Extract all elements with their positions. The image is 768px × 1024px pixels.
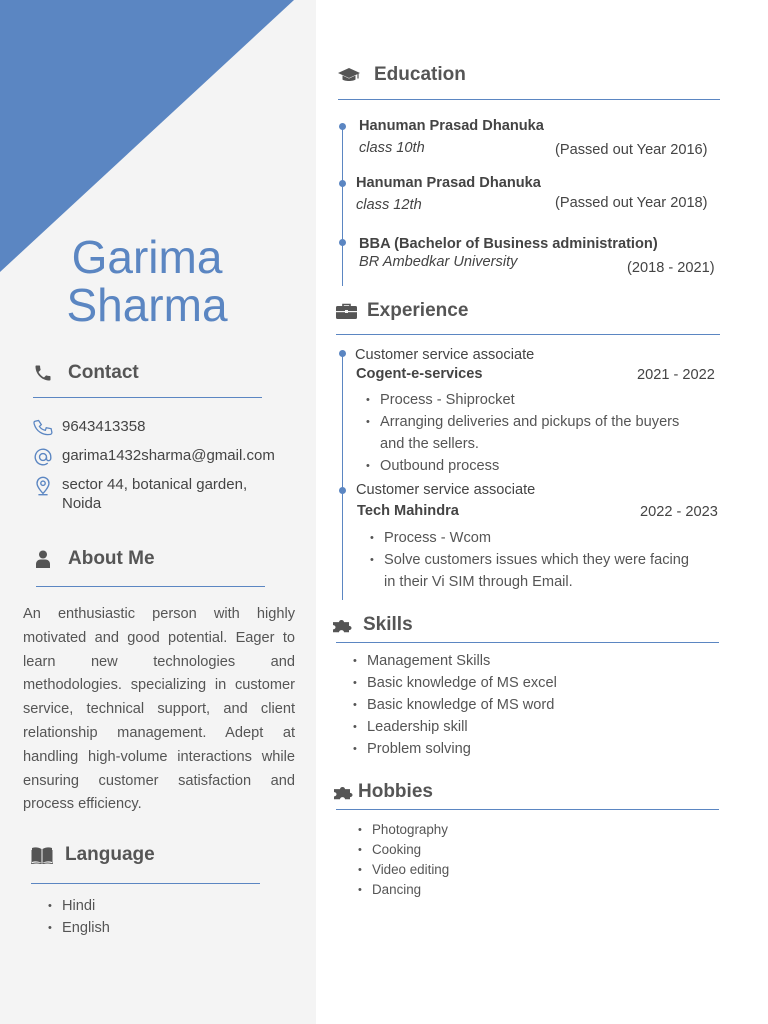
last-name: Sharma xyxy=(66,279,228,331)
education-title: Education xyxy=(374,64,466,85)
list-item: • Solve customers issues which they were facing xyxy=(370,549,689,571)
experience-timeline xyxy=(342,354,343,600)
graduation-cap-icon xyxy=(338,66,360,84)
experience-divider xyxy=(336,334,720,335)
skills-list xyxy=(353,650,557,760)
contact-address-row xyxy=(32,475,247,513)
education-detail: class 10th xyxy=(359,140,425,156)
sidebar xyxy=(0,0,316,1024)
experience-role: Customer service associate xyxy=(356,482,536,498)
experience-role: Customer service associate xyxy=(355,347,535,363)
puzzle-icon xyxy=(331,617,353,633)
contact-divider xyxy=(33,397,262,398)
list-item: • Photography xyxy=(358,820,449,840)
experience-title: Experience xyxy=(367,300,469,321)
about-divider xyxy=(36,586,265,587)
briefcase-icon xyxy=(336,303,357,319)
list-item: • Dancing xyxy=(358,880,449,900)
list-item: • Outbound process xyxy=(366,455,679,477)
contact-email-row xyxy=(32,446,275,468)
list-item: • Process - Shiprocket xyxy=(366,389,679,411)
about-title: About Me xyxy=(68,548,155,569)
hobbies-heading xyxy=(332,781,433,803)
list-item xyxy=(370,571,689,593)
education-school: BBA (Bachelor of Business administration) xyxy=(359,236,658,252)
skills-divider xyxy=(336,642,719,643)
experience-heading xyxy=(336,300,468,322)
education-year: (2018 - 2021) xyxy=(627,260,715,276)
education-school: Hanuman Prasad Dhanuka xyxy=(356,175,541,191)
language-heading xyxy=(31,844,155,866)
language-divider xyxy=(31,883,260,884)
education-year: (Passed out Year 2018) xyxy=(555,195,708,211)
timeline-dot xyxy=(339,180,346,187)
experience-points xyxy=(366,389,679,477)
at-sign-icon xyxy=(32,446,54,468)
list-item xyxy=(366,433,679,455)
contact-phone-row xyxy=(32,417,145,439)
hobbies-divider xyxy=(336,809,719,810)
first-name: Garima xyxy=(71,231,223,283)
about-text: An enthusiastic person with highly motivated and good potential. Eager to learn new technologies and methodologies. specializing in customer service, technical support, and client relationship management. Adept at handling high-volume interactions while ensuring customer satisfaction and process efficiency. xyxy=(23,606,295,813)
address xyxy=(62,475,247,513)
list-item: • Cooking xyxy=(358,840,449,860)
list-item-continuation: and the sellers. xyxy=(380,436,479,452)
education-detail: class 12th xyxy=(356,197,422,213)
list-item: • Management Skills xyxy=(353,650,557,672)
language-list xyxy=(48,895,110,939)
phone-number[interactable]: 9643413358 xyxy=(62,418,146,435)
contact-heading xyxy=(33,362,139,384)
person-icon xyxy=(36,550,50,568)
list-item: • Arranging deliveries and pickups of the buyers xyxy=(366,411,679,433)
timeline-dot xyxy=(339,123,346,130)
experience-points xyxy=(370,527,689,593)
email-address[interactable]: garima1432sharma@gmail.com xyxy=(62,447,275,464)
education-detail: BR Ambedkar University xyxy=(359,254,518,270)
skills-heading xyxy=(331,614,413,636)
list-item: • English xyxy=(48,917,110,939)
list-item: • Leadership skill xyxy=(353,716,557,738)
list-item: • Video editing xyxy=(358,860,449,880)
education-divider xyxy=(338,99,720,100)
book-icon xyxy=(31,846,53,864)
phone-outline-icon xyxy=(32,417,54,439)
list-item: • Problem solving xyxy=(353,738,557,760)
timeline-dot xyxy=(339,487,346,494)
address-line-2: Noida xyxy=(62,495,102,512)
address-line-1: sector 44, botanical garden, xyxy=(62,476,248,493)
education-heading xyxy=(338,64,466,86)
timeline-dot xyxy=(339,239,346,246)
hobbies-title: Hobbies xyxy=(358,781,433,802)
experience-period: 2021 - 2022 xyxy=(637,367,715,383)
list-item-continuation: in their Vi SIM through Email. xyxy=(384,574,573,590)
education-year: (Passed out Year 2016) xyxy=(555,142,708,158)
phone-icon xyxy=(33,363,53,383)
timeline-dot xyxy=(339,350,346,357)
experience-company: Tech Mahindra xyxy=(357,503,459,519)
list-item: • Process - Wcom xyxy=(370,527,689,549)
location-pin-icon xyxy=(32,475,54,497)
about-heading xyxy=(36,548,155,570)
education-school: Hanuman Prasad Dhanuka xyxy=(359,118,544,134)
contact-title: Contact xyxy=(68,362,139,383)
list-item: • Basic knowledge of MS excel xyxy=(353,672,557,694)
list-item: • Hindi xyxy=(48,895,110,917)
puzzle-icon xyxy=(332,784,354,800)
language-title: Language xyxy=(65,844,155,865)
experience-company: Cogent-e-services xyxy=(356,366,483,382)
list-item: • Basic knowledge of MS word xyxy=(353,694,557,716)
hobbies-list xyxy=(358,820,449,900)
experience-period: 2022 - 2023 xyxy=(640,504,718,520)
education-timeline xyxy=(342,126,343,286)
skills-title: Skills xyxy=(363,614,413,635)
